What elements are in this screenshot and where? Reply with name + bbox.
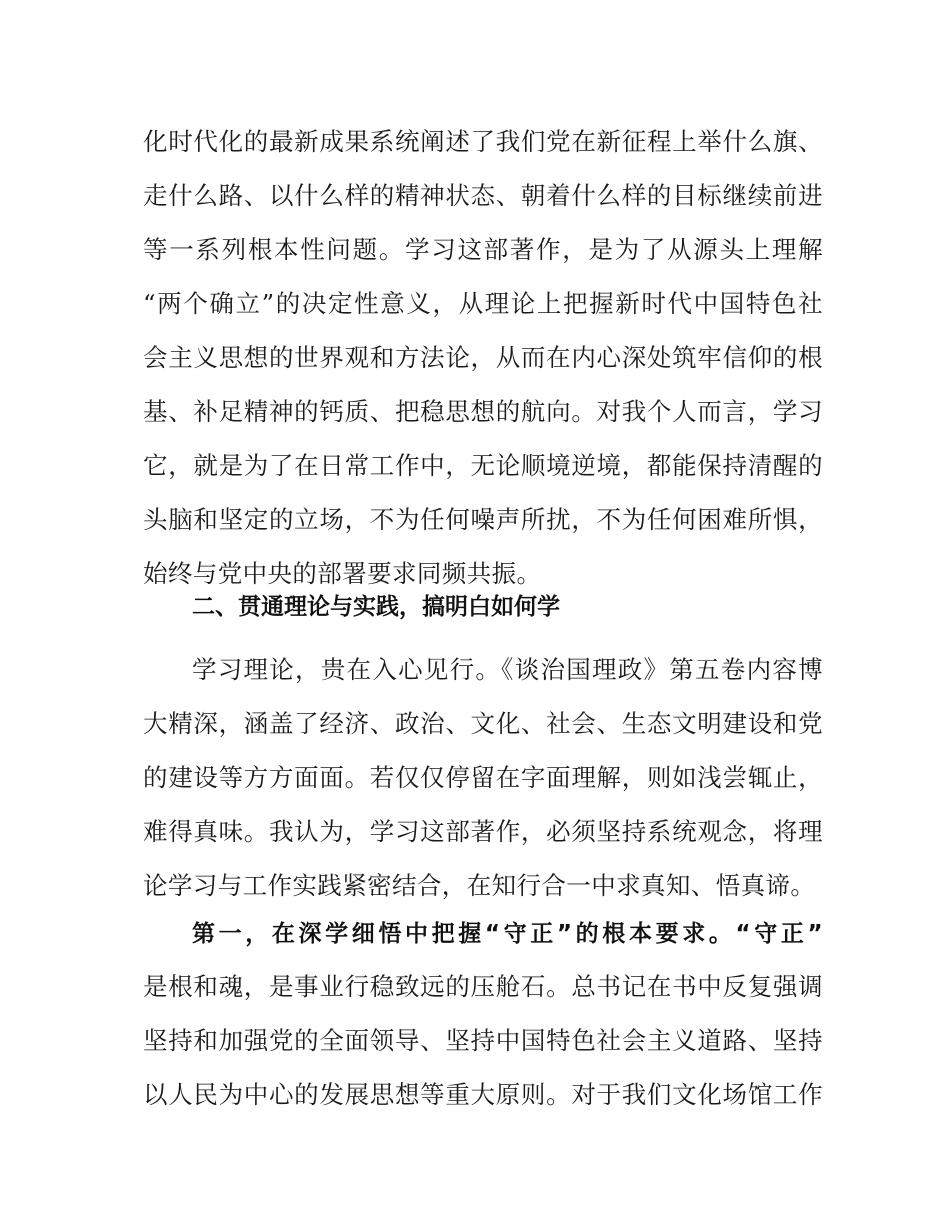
paragraph-1 <box>143 115 823 601</box>
paragraph-line: 走什么路、以什么样的精神状态、朝着什么样的目标继续前进 <box>143 181 823 210</box>
paragraph-line: 始终与党中央的部署要求同频共振。 <box>143 559 542 588</box>
paragraph-line: 化时代化的最新成果系统阐述了我们党在新征程上举什么旗、 <box>143 127 823 156</box>
paragraph-line: 学习理论，贵在入心见行。《谈治国理政》第五卷内容博 <box>192 655 823 684</box>
paragraph-line: 是根和魂，是事业行稳致远的压舱石。总书记在书中反复强调 <box>143 972 823 1001</box>
paragraph-line: “两个确立”的决定性意义，从理论上把握新时代中国特色社 <box>143 289 823 318</box>
paragraph-line: 等一系列根本性问题。学习这部著作，是为了从源头上理解 <box>143 235 823 264</box>
bold-lead-text: 第一，在深学细悟中把握“守正”的根本要求。 <box>192 921 736 947</box>
paragraph-line: 头脑和坚定的立场，不为任何噪声所扰，不为任何困难所惧， <box>143 505 823 534</box>
paragraph-line: 基、补足精神的钙质、把稳思想的航向。对我个人而言，学习 <box>143 397 823 426</box>
bold-lead-quote: “守正” <box>735 921 823 947</box>
paragraph-line: 它，就是为了在日常工作中，无论顺境逆境，都能保持清醒的 <box>143 451 823 480</box>
paragraph-line: 坚持和加强党的全面领导、坚持中国特色社会主义道路、坚持 <box>143 1026 823 1055</box>
section-2-heading: 二、贯通理论与实践，搞明白如何学 <box>192 594 560 620</box>
paragraph-line: 会主义思想的世界观和方法论，从而在内心深处筑牢信仰的根 <box>143 343 823 372</box>
paragraph-2 <box>143 643 823 913</box>
paragraph-line: 难得真味。我认为，学习这部著作，必须坚持系统观念，将理 <box>143 817 823 846</box>
paragraph-line: 以人民为中心的发展思想等重大原则。对于我们文化场馆工作 <box>143 1080 823 1109</box>
paragraph-line: 论学习与工作实践紧密结合，在知行合一中求真知、悟真谛。 <box>143 871 816 900</box>
section-heading <box>143 580 823 634</box>
paragraph-3 <box>143 906 823 1122</box>
paragraph-line-lead <box>143 906 823 960</box>
paragraph-line: 的建设等方方面面。若仅仅停留在字面理解，则如浅尝辄止， <box>143 763 823 792</box>
paragraph-line: 大精深，涵盖了经济、政治、文化、社会、生态文明建设和党 <box>143 709 823 738</box>
